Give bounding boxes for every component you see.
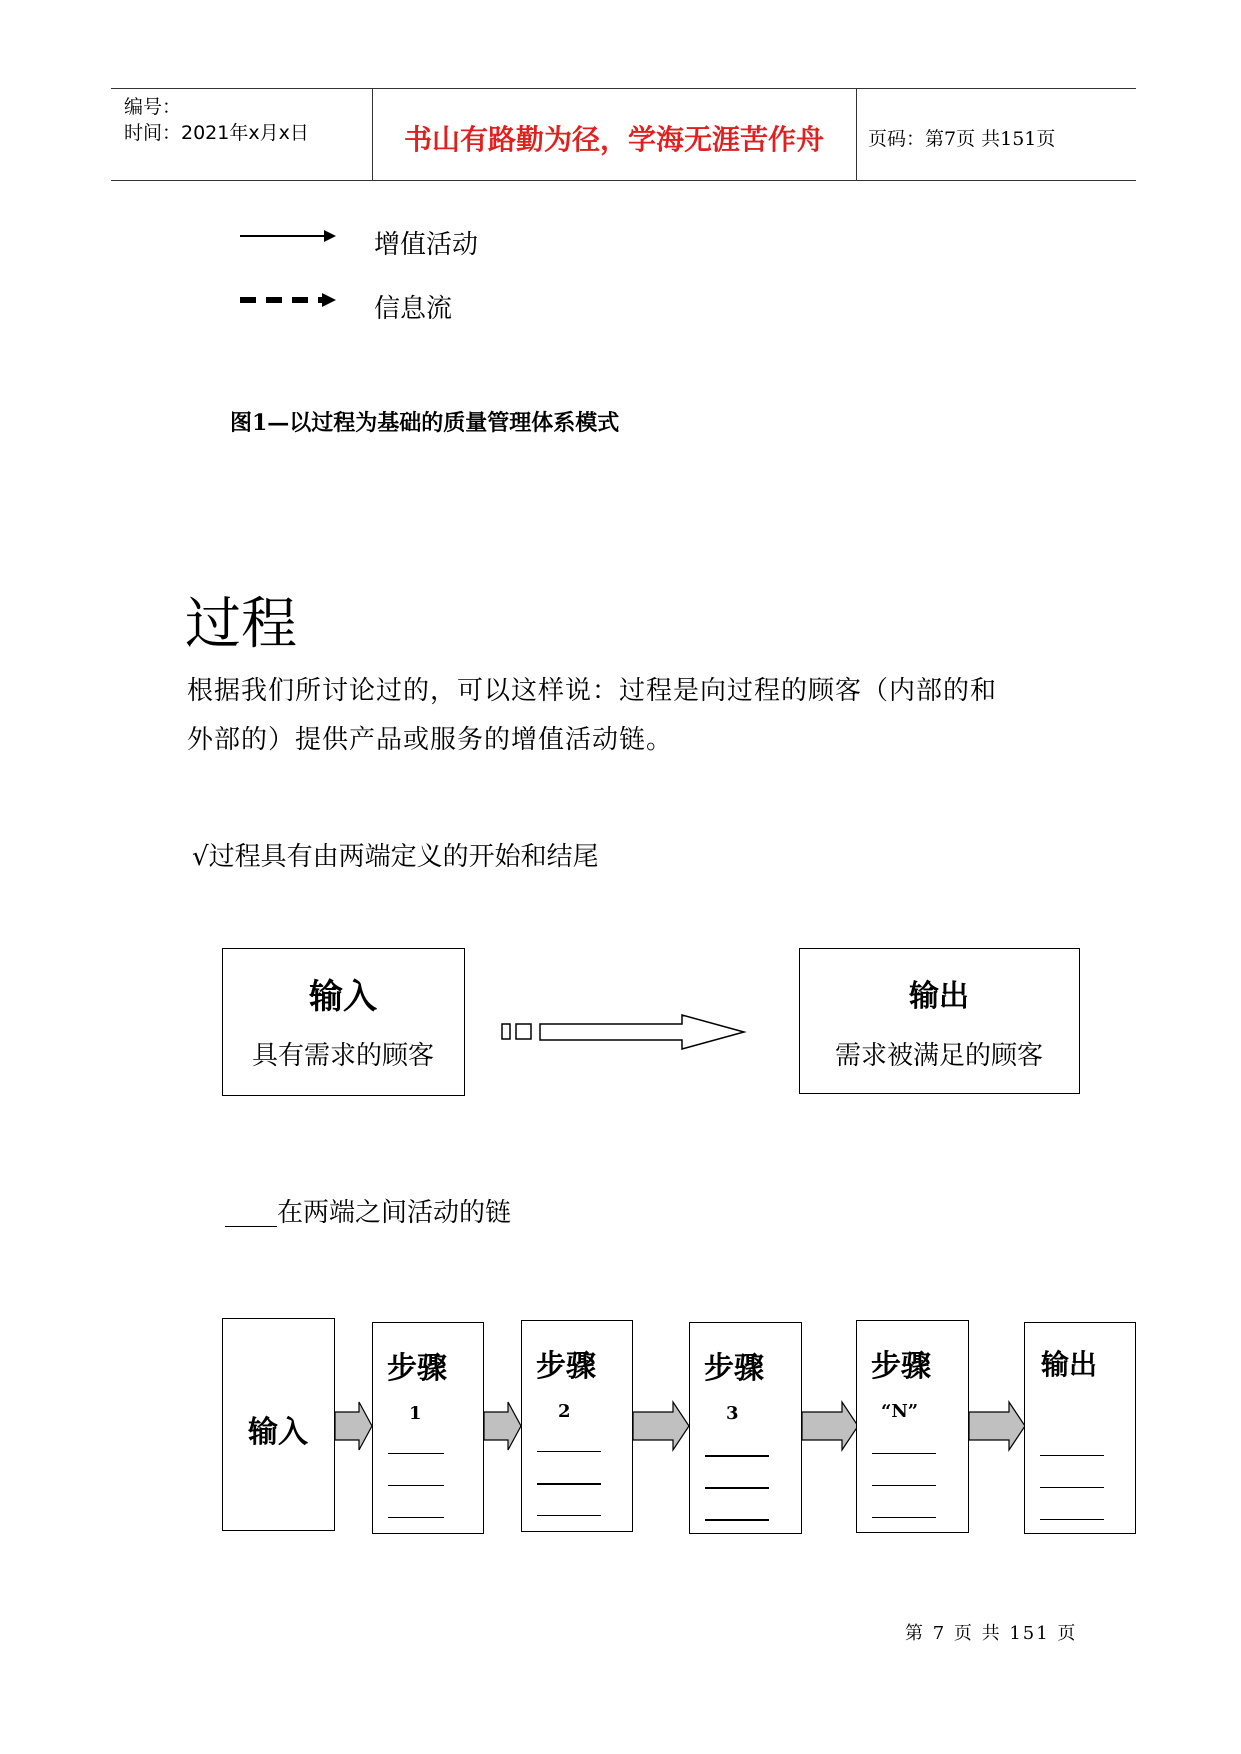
step-n-blank-2 [872, 1485, 936, 1486]
output-blank-2 [1040, 1487, 1104, 1488]
output-box-subtitle: 需求被满足的顾客 [834, 1041, 1043, 1071]
step-1-blank-2 [388, 1485, 444, 1486]
input-box [222, 948, 465, 1096]
step-1-title: 步骤 [387, 1351, 447, 1386]
step-box-n [856, 1320, 969, 1533]
input-box-subtitle: 具有需求的顾客 [251, 1041, 434, 1071]
step-2-blank-2 [537, 1483, 601, 1485]
output-blank-3 [1040, 1519, 1104, 1520]
step-n-number: “N” [881, 1401, 919, 1422]
dashed-arrow-icon [240, 290, 340, 310]
step-2-number: 2 [558, 1401, 571, 1422]
input-box-title: 输入 [309, 977, 377, 1017]
step-box-2 [521, 1320, 633, 1532]
header-bottom-rule [111, 180, 1136, 181]
step-3-number: 3 [726, 1403, 739, 1424]
solid-arrow-icon [240, 226, 340, 246]
step-3-title: 步骤 [704, 1351, 764, 1386]
header-motto: 书山有路勤为径，学海无涯苦作舟 [403, 123, 824, 156]
chain-input-box [222, 1318, 335, 1531]
step-n-blank-3 [872, 1517, 936, 1518]
step-1-blank-1 [388, 1453, 444, 1454]
output-box-title: 输出 [909, 979, 969, 1014]
header-divider-right [856, 88, 857, 180]
chain-arrow-2-icon [484, 1400, 522, 1452]
step-2-title: 步骤 [536, 1349, 596, 1384]
header-date-label: 时间：2021年x月x日 [124, 122, 309, 144]
step-n-title: 步骤 [871, 1349, 931, 1384]
output-box [799, 948, 1080, 1094]
chain-arrow-3-icon [633, 1400, 691, 1452]
chain-input-label: 输入 [248, 1415, 308, 1450]
chain-output-label: 输出 [1041, 1348, 1098, 1381]
header-top-rule [111, 88, 1136, 89]
section-title: 过程 [185, 592, 297, 657]
hollow-arrow-icon [500, 1012, 750, 1052]
legend-value-added: 增值活动 [374, 230, 479, 260]
step-3-blank-3 [705, 1519, 769, 1521]
legend-info-flow: 信息流 [374, 294, 453, 324]
step-3-blank-1 [705, 1455, 769, 1457]
step-box-1 [372, 1322, 484, 1534]
chain-arrow-4-icon [802, 1400, 860, 1452]
header-page-label: 页码：第7页 共151页 [868, 128, 1056, 150]
step-1-number: 1 [409, 1403, 422, 1424]
chain-output-box [1024, 1322, 1136, 1534]
step-2-blank-3 [537, 1515, 601, 1516]
step-box-3 [689, 1322, 802, 1534]
output-blank-1 [1040, 1455, 1104, 1456]
chain-arrow-1-icon [335, 1400, 373, 1452]
paragraph-line-1: 根据我们所讨论过的，可以这样说：过程是向过程的顾客（内部的和 [187, 676, 998, 706]
step-1-blank-3 [388, 1517, 444, 1518]
page-footer: 第 7 页 共 151 页 [905, 1623, 1078, 1644]
chain-arrow-5-icon [969, 1400, 1027, 1452]
step-n-blank-1 [872, 1453, 936, 1454]
chain-caption: ____在两端之间活动的链 [225, 1198, 512, 1228]
step-2-blank-1 [537, 1451, 601, 1452]
paragraph-line-2: 外部的）提供产品或服务的增值活动链。 [187, 725, 674, 755]
header-number-label: 编号： [124, 96, 182, 118]
bullet-line: √过程具有由两端定义的开始和结尾 [192, 842, 599, 872]
step-3-blank-2 [705, 1487, 769, 1489]
figure-caption: 图1—以过程为基础的质量管理体系模式 [230, 410, 620, 436]
